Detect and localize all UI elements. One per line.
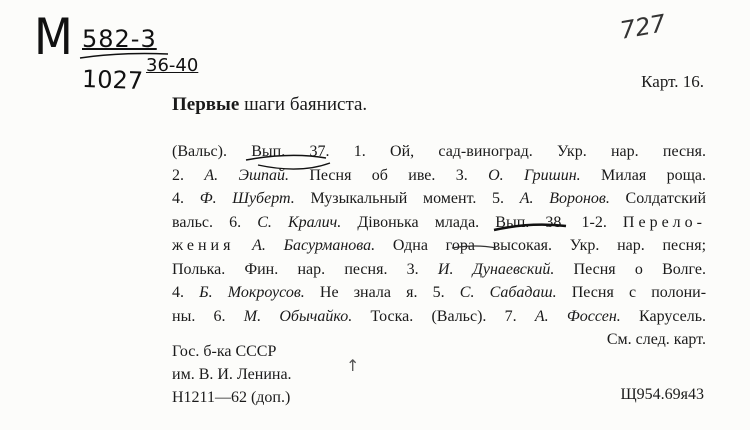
classification-code: Щ954.69я43 <box>620 386 704 403</box>
contents-line-7: 4. Б. Мокроусов. Не знала я. 5. С. Сабадаш. Песня с полони- <box>172 284 707 301</box>
card-title <box>172 94 367 116</box>
handwritten-corner-number: 727 <box>617 9 668 45</box>
continuation-note: См. след. карт. <box>606 331 706 348</box>
composer-name: Б. Мокроусов. <box>199 284 305 301</box>
composer-name: И. Дунаевский. <box>437 260 555 278</box>
card-number: Карт. 16. <box>641 72 704 91</box>
contents-line-5: жения А. Басурманова. Одна гора высокая. Укр. нар. песня; <box>172 237 707 254</box>
contents-line-4: вальс. 6. С. Кралич. Дiвонька млада. Вып. 38. 1-2. Перело- <box>172 213 706 231</box>
handwritten-inventory-number: 1027 <box>81 64 144 96</box>
title-bold-word: Первые <box>172 94 240 115</box>
pencil-mark: ↑ <box>346 356 360 375</box>
composer-name: А. Эшпай. <box>204 166 290 184</box>
handwritten-page-range: 36-40 <box>146 55 199 76</box>
contents-line-3: 4. Ф. Шуберт. Музыкальный момент. 5. А. Воронов. Солдатский <box>172 190 707 207</box>
handwritten-letter: М <box>34 8 73 66</box>
contents-line-6: Полька. Фин. нар. песня. 3. И. Дунаевский. Песня о Волге. <box>172 260 706 278</box>
handwritten-shelf-mark: 582-3 <box>82 25 157 53</box>
contents-line-8: ны. 6. М. Обычайко. Тоска. (Вальс). 7. А. Фоссен. Карусель. <box>172 307 707 325</box>
library-line-3: Н1211—62 (доп.) <box>172 389 291 406</box>
composer-name: А. Басурманова. <box>252 237 376 254</box>
composer-name: О. Гришин. <box>488 166 581 184</box>
composer-name: С. Кралич. <box>257 213 342 231</box>
spaced-heading: Перело- <box>622 213 706 231</box>
spaced-heading: жения <box>172 237 235 254</box>
composer-name: А. Воронов. <box>519 190 610 207</box>
contents-line-2: 2. А. Эшпай. Песня об иве. 3. О. Гришин. Милая роща. <box>172 166 706 184</box>
composer-name: С. Сабадаш. <box>459 284 557 301</box>
library-line-2: им. В. И. Ленина. <box>172 366 292 383</box>
title-rest: шаги баяниста. <box>239 94 368 115</box>
composer-name: М. Обычайко. <box>243 307 353 325</box>
library-line-1: Гос. б-ка СССР <box>172 343 277 360</box>
library-imprint <box>172 340 292 409</box>
composer-name: Ф. Шуберт. <box>199 190 295 207</box>
composer-name: А. Фоссен. <box>534 307 621 325</box>
contents-note <box>172 140 706 352</box>
contents-line-1: (Вальс). Вып. 37. 1. Ой, сад-виноград. Укр. нар. песня. <box>172 143 706 160</box>
